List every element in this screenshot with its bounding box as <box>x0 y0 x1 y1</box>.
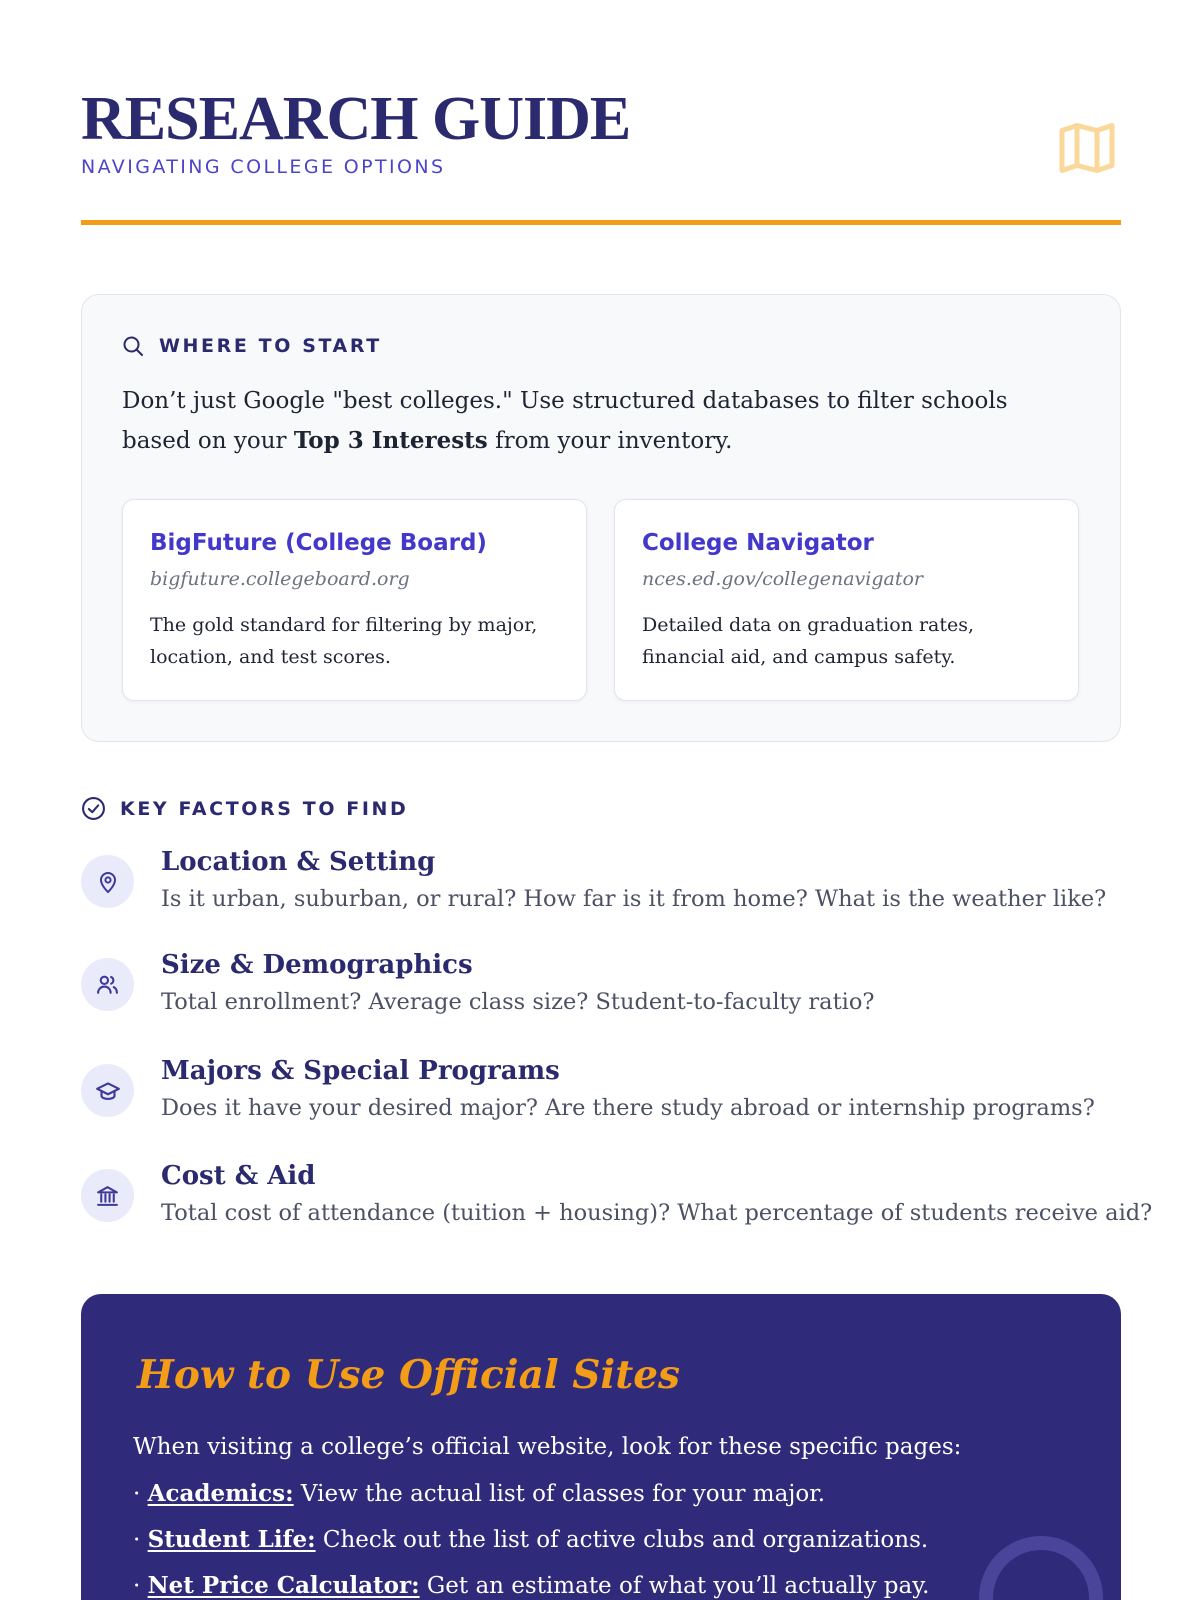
student-life-term: Student Life: <box>147 1526 316 1553</box>
factor-title: Cost & Aid <box>161 1161 316 1191</box>
factor-title: Size & Demographics <box>161 950 473 980</box>
location-pin-icon <box>96 870 120 894</box>
top-interests-emphasis: Top 3 Interests <box>293 427 488 454</box>
list-item: · Student Life: Check out the list of active clubs and organizations. <box>133 1526 929 1553</box>
factor-description: Is it urban, suburban, or rural? How far is it from home? What is the weather like? <box>161 886 1107 912</box>
where-to-start-heading <box>121 334 382 358</box>
resource-description: The gold standard for filtering by major, location, and test scores. <box>150 614 538 668</box>
map-icon <box>1057 118 1117 178</box>
factor-description: Does it have your desired major? Are there study abroad or internship programs? <box>161 1095 1095 1121</box>
resource-name[interactable]: College Navigator <box>642 530 874 556</box>
resource-name[interactable]: BigFuture (College Board) <box>150 530 487 556</box>
where-to-start-label: WHERE TO START <box>159 335 382 357</box>
academics-term: Academics: <box>147 1480 294 1507</box>
header-divider <box>81 220 1121 225</box>
key-factors-heading <box>81 796 408 821</box>
key-factors-label: KEY FACTORS TO FIND <box>120 797 409 820</box>
official-sites-intro: When visiting a college’s official website, look for these specific pages: <box>133 1434 962 1460</box>
check-circle-icon <box>81 796 106 821</box>
resource-card-bigfuture[interactable] <box>122 499 587 701</box>
factor-title: Location & Setting <box>161 847 436 877</box>
factor-description: Total enrollment? Average class size? Student-to-faculty ratio? <box>161 989 875 1015</box>
official-sites-panel <box>81 1294 1121 1600</box>
page-title: RESEARCH GUIDE <box>81 85 631 153</box>
official-sites-title: How to Use Official Sites <box>137 1352 681 1398</box>
resource-url[interactable]: bigfuture.collegeboard.org <box>150 568 410 590</box>
users-icon <box>95 972 120 997</box>
resource-url[interactable]: nces.ed.gov/collegenavigator <box>642 568 924 590</box>
resource-card-college-navigator[interactable] <box>614 499 1079 701</box>
page-subtitle: NAVIGATING COLLEGE OPTIONS <box>81 156 446 178</box>
net-price-calculator-term: Net Price Calculator: <box>147 1572 420 1599</box>
header <box>81 0 1121 228</box>
list-item: · Academics: View the actual list of classes for your major. <box>133 1480 826 1507</box>
search-icon <box>121 334 145 358</box>
list-item: · Net Price Calculator: Get an estimate of what you’ll actually pay. <box>133 1572 930 1599</box>
factor-description: Total cost of attendance (tuition + housing)? What percentage of students receive aid? <box>161 1200 1153 1226</box>
bank-icon <box>95 1183 120 1208</box>
where-to-start-intro: Don’t just Google "best colleges." Use structured databases to filter schools based on your Top 3 Interests from your inventory. <box>122 388 1008 454</box>
research-guide-page <box>81 0 1153 1599</box>
factor-title: Majors & Special Programs <box>161 1056 560 1086</box>
graduation-cap-icon <box>95 1078 121 1104</box>
decorative-ring <box>979 1536 1103 1600</box>
resource-description: Detailed data on graduation rates, financial aid, and campus safety. <box>642 614 975 668</box>
